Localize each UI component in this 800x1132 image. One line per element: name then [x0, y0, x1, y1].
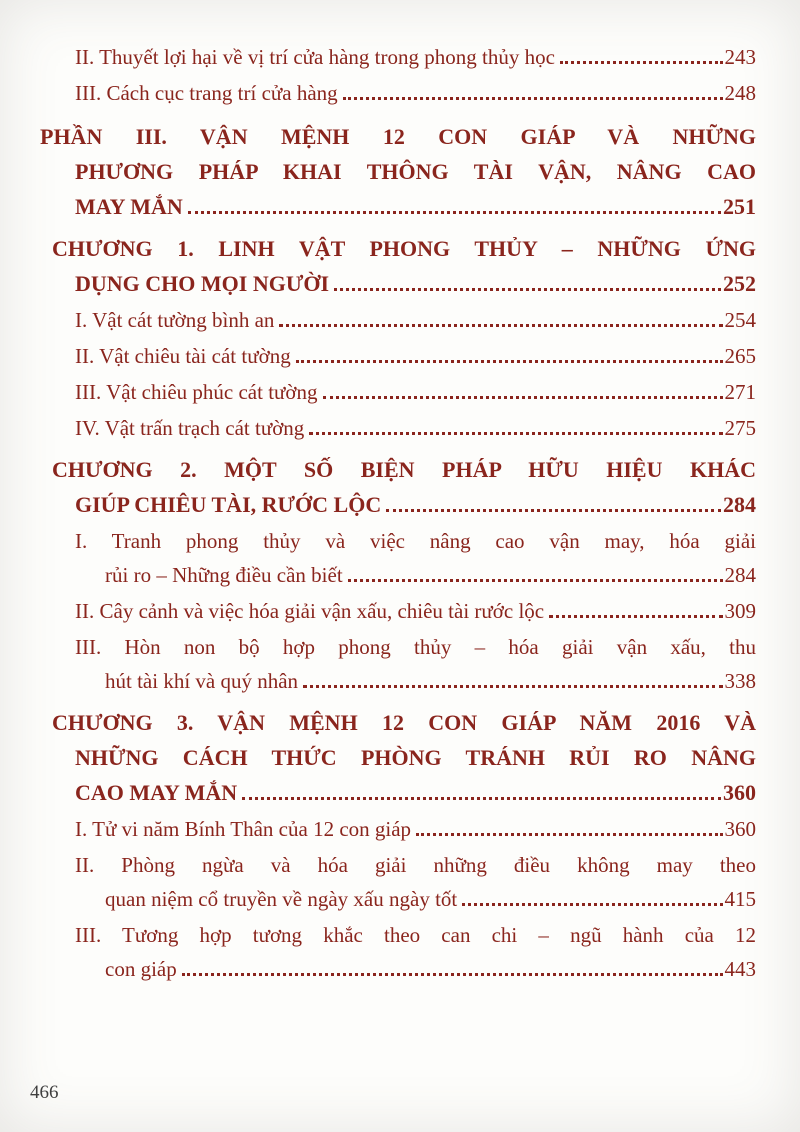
toc-line	[75, 266, 756, 301]
toc-entry-title-line: PHƯƠNG PHÁP KHAI THÔNG TÀI VẬN, NÂNG CAO	[75, 159, 756, 184]
toc-entry-page: 284	[724, 563, 756, 587]
dot-leader	[334, 288, 721, 291]
toc-entry	[40, 339, 756, 373]
toc-entry-title: II. Vật chiêu tài cát tường	[75, 344, 291, 368]
toc-entry-title: DỤNG CHO MỌI NGƯỜI	[75, 271, 330, 296]
toc-line	[75, 40, 756, 74]
toc-line	[75, 339, 756, 373]
toc-entry	[40, 594, 756, 628]
toc-entry	[40, 303, 756, 337]
toc-entry	[40, 375, 756, 409]
page-number: 466	[30, 1082, 59, 1103]
toc-entry-title-line: PHẦN III. VẬN MỆNH 12 CON GIÁP VÀ NHỮNG	[40, 124, 756, 149]
toc-entry-page: 338	[724, 669, 756, 693]
toc-entry-page: 251	[723, 194, 756, 219]
toc-line	[75, 76, 756, 110]
toc-entry	[40, 411, 756, 445]
toc-entry-page: 275	[724, 416, 756, 440]
toc-entry-title: quan niệm cổ truyền về ngày xấu ngày tốt	[105, 887, 458, 911]
toc-entry-page: 252	[723, 271, 756, 296]
toc-line	[75, 775, 756, 810]
toc-entry-title-line: II. Phòng ngừa và hóa giải những điều không may theo	[75, 853, 756, 877]
toc-entry-page: 271	[724, 380, 756, 404]
toc-entry-page: 248	[724, 81, 756, 105]
toc-entry	[40, 848, 756, 916]
toc-line	[75, 303, 756, 337]
toc-entry-title: III. Cách cục trang trí cửa hàng	[75, 81, 338, 105]
toc-line	[75, 189, 756, 224]
toc-entry	[40, 630, 756, 698]
toc-entry-title-line: CHƯƠNG 3. VẬN MỆNH 12 CON GIÁP NĂM 2016 VÀ	[52, 710, 756, 735]
toc-entry-page: 360	[724, 817, 756, 841]
toc-entry-page: 254	[724, 308, 756, 332]
toc-entry-title: GIÚP CHIÊU TÀI, RƯỚC LỘC	[75, 492, 382, 517]
toc-entry-title: rủi ro – Những điều cần biết	[105, 563, 343, 587]
toc-entry	[40, 812, 756, 846]
toc-entry	[40, 76, 756, 110]
dot-leader	[462, 903, 722, 906]
toc-entry-title-line: I. Tranh phong thủy và việc nâng cao vận may, hóa giải	[75, 529, 756, 553]
toc-entry-title: II. Thuyết lợi hại về vị trí cửa hàng trong phong thủy học	[75, 45, 555, 69]
toc-entry-title-line: III. Hòn non bộ hợp phong thủy – hóa giải vận xấu, thu	[75, 635, 756, 659]
toc-line	[75, 812, 756, 846]
toc-entry-title: II. Cây cảnh và việc hóa giải vận xấu, chiêu tài rước lộc	[75, 599, 545, 623]
toc-entry-title: con giáp	[105, 957, 177, 981]
toc-entry-page: 284	[723, 492, 756, 517]
toc-entry-title: MAY MẮN	[75, 194, 183, 219]
toc-entry-title: I. Vật cát tường bình an	[75, 308, 275, 332]
toc-entry	[40, 524, 756, 592]
toc-entry-title: CAO MAY MẮN	[75, 780, 238, 805]
dot-leader	[348, 579, 723, 582]
dot-leader	[343, 97, 723, 100]
toc-line	[105, 558, 756, 592]
toc-entry-chapter	[40, 705, 756, 810]
toc-entry-page: 243	[724, 45, 756, 69]
toc-entry-title: I. Tử vi năm Bính Thân của 12 con giáp	[75, 817, 412, 841]
toc-entry-title-line: CHƯƠNG 2. MỘT SỐ BIỆN PHÁP HỮU HIỆU KHÁC	[52, 457, 756, 482]
toc-line	[75, 487, 756, 522]
toc-entry-title-line: III. Tương hợp tương khắc theo can chi – ngũ hành của 12	[75, 923, 756, 947]
toc-line	[75, 375, 756, 409]
toc-entry-page: 309	[724, 599, 756, 623]
toc-line	[75, 594, 756, 628]
dot-leader	[296, 360, 723, 363]
toc-entry-page: 443	[724, 957, 756, 981]
dot-leader	[303, 685, 722, 688]
toc-entry-page: 360	[723, 780, 756, 805]
dot-leader	[549, 615, 722, 618]
dot-leader	[386, 509, 721, 512]
toc-entry-chapter	[40, 231, 756, 301]
toc-entry	[40, 918, 756, 986]
dot-leader	[242, 797, 721, 800]
toc-line	[105, 882, 756, 916]
toc-entry-chapter	[40, 452, 756, 522]
dot-leader	[416, 833, 722, 836]
dot-leader	[188, 211, 721, 214]
dot-leader	[560, 61, 723, 64]
toc-line	[105, 664, 756, 698]
toc-entry-title-line: NHỮNG CÁCH THỨC PHÒNG TRÁNH RỦI RO NÂNG	[75, 745, 756, 770]
toc-entry	[40, 40, 756, 74]
dot-leader	[323, 396, 723, 399]
toc-entry-title: IV. Vật trấn trạch cát tường	[75, 416, 305, 440]
dot-leader	[279, 324, 722, 327]
toc-entry-part	[40, 119, 756, 224]
toc-entry-page: 265	[724, 344, 756, 368]
dot-leader	[309, 432, 722, 435]
dot-leader	[182, 973, 723, 976]
toc-line	[105, 952, 756, 986]
toc-line	[75, 411, 756, 445]
toc-entry-title-line: CHƯƠNG 1. LINH VẬT PHONG THỦY – NHỮNG ỨNG	[52, 236, 756, 261]
toc-entry-page: 415	[724, 887, 756, 911]
toc-entry-title: hút tài khí và quý nhân	[105, 669, 299, 693]
toc-entry-title: III. Vật chiêu phúc cát tường	[75, 380, 318, 404]
